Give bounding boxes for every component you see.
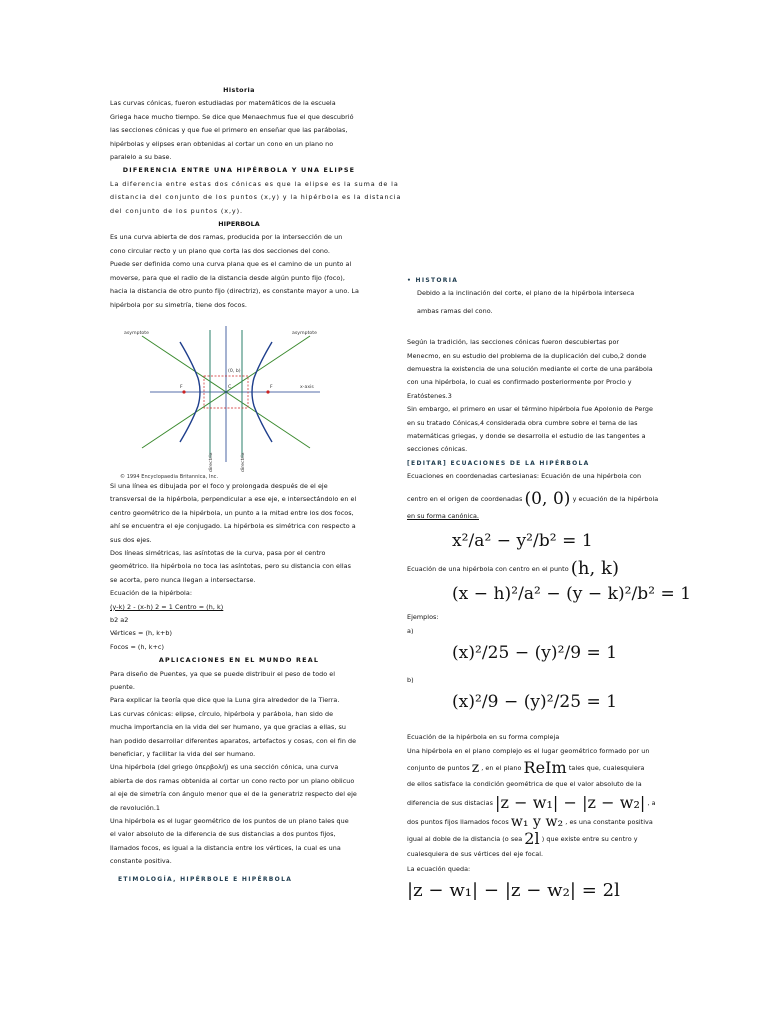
compleja-line [407,792,662,814]
b2a2-line: b2 a2 [110,615,129,624]
eq-example-a: (x)²/25 − (y)²/9 = 1 [452,642,618,663]
eje-line: Dos líneas simétricas, las asíntotas de la curva, pasa por el centro [110,548,326,557]
vertices-line: Vértices = (h, k+b) [110,629,173,638]
focus-point [266,390,269,393]
example-a-label: a) [407,626,414,635]
aplicaciones-line: abierta de dos ramas obtenida al cortar un cono recto por un plano oblicuo [110,776,355,785]
figure-credit: © 1994 Encyclopaedia Britannica, Inc. [120,473,219,480]
compleja-text: ) que existe entre su centro y [541,834,638,843]
vertex-label: (0, b) [228,368,241,374]
historia-line: hipérbolas y elipses eran obtenidas al cortar un cono en un plano no [110,139,334,148]
tradicion-line: secciones cónicas. [407,445,468,454]
tradicion-line: Eratóstenes.3 [407,391,452,400]
tradicion-line: matemáticas griegas, y donde se desarrolla el estudio de las tangentes a [407,432,646,441]
intro-line: ambas ramas del cono. [417,306,493,315]
aplicaciones-line: constante positiva. [110,857,172,866]
historia-title: Historia [223,86,255,94]
hiperbola-line: hipérbola por su simetría, tiene dos focos. [110,300,247,309]
diferencia-line: La diferencia entre estas dos cónicas es que la elipse es la suma de la [110,179,399,188]
compleja-text: conjunto de puntos [407,764,470,773]
eq-canonica: x²/a² − y²/b² = 1 [452,531,593,552]
aplicaciones-line: Una hipérbola es el lugar geométrico de los puntos de un plano tales que [110,817,349,826]
aplicaciones-line: puente. [110,683,135,691]
aplicaciones-line: Para diseño de Puentes, ya que se puede distribuir el peso de todo el [110,669,336,678]
historia-line: paralelo a su base. [110,153,172,162]
compleja-text: tales que, cualesquiera [568,764,645,773]
centro-hk-line [407,559,662,579]
compleja-line [407,758,662,778]
hiperbola-title: HIPERBOLA [218,220,260,229]
tradicion-line: Sin embargo, el primero en usar el término hipérbola fue Apolonio de Perge [407,405,653,414]
queda-label: La ecuación queda: [407,864,471,873]
diferencia-title: DIFERENCIA ENTRE UNA HIPÉRBOLA Y UNA ELIPSE [122,166,356,175]
hyperbola-figure [120,322,338,480]
aplicaciones-title: APLICACIONES EN EL MUNDO REAL [158,656,320,665]
ejemplos-label: Ejemplos: [407,613,439,622]
focos-line: Focos = (h, k+c) [110,642,164,651]
focus-label: F [270,384,273,390]
historia-line: las secciones cónicas y que fue el primero en enseñar que las parábolas, [110,126,348,135]
compleja-title: Ecuación de la hipérbola en su forma compleja [407,733,560,742]
eje-line: centro geométrico de la hipérbola, un punto a la mitad entre los dos focos, [110,508,354,517]
hiperbola-line: cono circular recto y un plano que corta las dos secciones del cono. [110,246,330,255]
etimologia-heading[interactable]: ETIMOLOGÍA, HIPÉRBOLE E HIPÉRBOLA [118,875,293,883]
compleja-w: w₁ y w₂ [510,813,564,830]
focus-point [182,390,185,393]
compleja-text: dos puntos fijos llamados focos [407,817,509,826]
aplicaciones-line: Las curvas cónicas: elipse, círculo, hipérbola y parábola, han sido de [110,709,334,718]
hiperbola-line: hacia la distancia de otro punto fijo (directriz), es constante mayor a uno. La [110,287,359,296]
aplicaciones-line: mucha importancia en la vida del ser humano, ya que gracias a ellas, su [110,723,347,732]
tradicion-line: Menecmo, en su estudio del problema de la duplicación del cubo,2 donde [407,351,647,360]
centro-math: (0, 0) [524,488,571,509]
historia-line: Las curvas cónicas, fueron estudiadas por matemáticos de la escuela [110,99,336,108]
eje-line: sus dos ejes. [110,535,152,544]
eq-example-b: (x)²/9 − (y)²/25 = 1 [452,692,618,713]
canonica-line[interactable]: en su forma canónica. [407,511,479,520]
diferencia-line: distancia del conjunto de los puntos (x,y) y la hipérbola es la distancia [110,193,402,202]
compleja-reim: ReIm [523,758,567,778]
centro-text-a: centro en el origen de coordenadas [407,494,523,503]
compleja-abs: |z − w₁| − |z − w₂| [495,792,646,812]
compleja-line: cualesquiera de sus vértices del eje focal. [407,849,544,858]
compleja-text: , es una constante positiva [565,817,653,826]
focus-label: F [180,384,183,390]
eje-line: Si una línea es dibujada por el foco y prolongada después de el eje [110,481,328,490]
hiperbola-line: Es una curva abierta de dos ramas, producida por la intersección de un [110,233,343,242]
compleja-line [407,814,662,830]
compleja-text: igual al doble de la distancia (o sea [407,834,523,843]
compleja-line [407,830,662,848]
tradicion-line: con una hipérbola, lo cual es confirmado posteriormente por Proclo y [407,378,632,387]
compleja-line: Una hipérbola en el plano complejo es el lugar geométrico formado por un [407,746,650,755]
eq-final: |z − w₁| − |z − w₂| = 2l [407,880,620,902]
tradicion-line: Según la tradición, las secciones cónicas fueron descubiertas por [407,338,620,347]
directrix-label: directrix [209,452,214,472]
asymptote-label: asymptote [292,330,318,336]
hiperbola-line: moverse, para que el radio de la distancia desde algún punto fijo (foco), [110,273,345,282]
centro-hk-math: (h, k) [570,558,620,580]
aplicaciones-line: llamados focos, es igual a la distancia entre los vértices, la cual es una [110,843,341,852]
aplicaciones-line: el valor absoluto de la diferencia de sus distancias a dos puntos fijos, [110,830,336,839]
tradicion-line: en su tratado Cónicas,4 considerada obra cumbre sobre el tema de las [407,418,638,427]
eje-line: geométrico. Ila hipérbola no toca las asíntotas, pero su distancia con ellas [110,562,352,571]
directrix-label: directrix [241,452,246,472]
ecuacion-line[interactable]: (y-k) 2 - (x-h) 2 = 1 Centro = (h, k) [110,602,224,611]
historia-heading: • HISTORIA [407,277,459,284]
ecuacion-title: Ecuación de la hipérbola: [110,589,193,598]
compleja-line: de ellos satisface la condición geométrica de que el valor absoluto de la [407,780,642,789]
example-b-label: b) [407,675,414,684]
hiperbola-line: Puede ser definida como una curva plana que es el camino de un punto al [110,260,352,269]
compleja-z: z [471,760,480,777]
centro-line [407,488,662,510]
x-axis-label: x-axis [300,384,314,390]
compleja-text: , a [647,798,656,807]
right-column [407,274,692,904]
centro-hk-text: Ecuación de una hipérbola con centro en el punto [407,565,569,574]
aplicaciones-line: al eje de simetría con ángulo menor que el de la generatriz respecto del eje [110,790,357,799]
compleja-text: , en el plano [481,764,522,773]
aplicaciones-line: Para explicar la teoría que dice que la Luna gira alrededor de la Tierra. [110,696,340,705]
intro-line: Debido a la inclinación del corte, el plano de la hipérbola interseca [417,289,635,298]
tradicion-line: demuestra la existencia de una solución mediante el corte de una parábola [407,365,653,374]
cartesian-line: Ecuaciones en coordenadas cartesianas: Ecuación de una hipérbola con [407,472,642,481]
compleja-2l: 2l [524,828,540,848]
left-column [110,84,402,886]
eq-hk: (x − h)²/a² − (y − k)²/b² = 1 [452,584,692,605]
centro-text-b: y ecuación de la hipérbola [572,494,659,503]
eje-line: transversal de la hipérbola, perpendicular a ese eje, e intersectándolo en el [110,495,357,504]
aplicaciones-line: beneficiar, y facilitar la vida del ser humano. [110,750,256,759]
asymptote-label: asymptote [124,330,150,336]
aplicaciones-line: Una hipérbola (del griego ὑπερβολή) es una sección cónica, una curva [110,763,339,772]
editar-heading[interactable]: [EDITAR] ECUACIONES DE LA HIPÉRBOLA [407,459,590,467]
compleja-text: diferencia de sus distacias [407,798,493,807]
eje-line: ahí se encuentra el eje conjugado. La hipérbola es simétrica con respecto a [110,522,356,531]
diferencia-line: del conjunto de los puntos (x,y). [110,206,243,215]
historia-line: Griega hace mucho tiempo. Se dice que Menaechmus fue el que descubrió [110,112,354,121]
center-label: C [228,384,232,390]
aplicaciones-line: han podido desarrollar diferentes aparatos, artefactos y cosas, con el fin de [110,736,357,745]
aplicaciones-line: de revolución.1 [110,803,161,812]
eje-line: se acorta, pero nunca llegan a intersectarse. [110,575,256,584]
